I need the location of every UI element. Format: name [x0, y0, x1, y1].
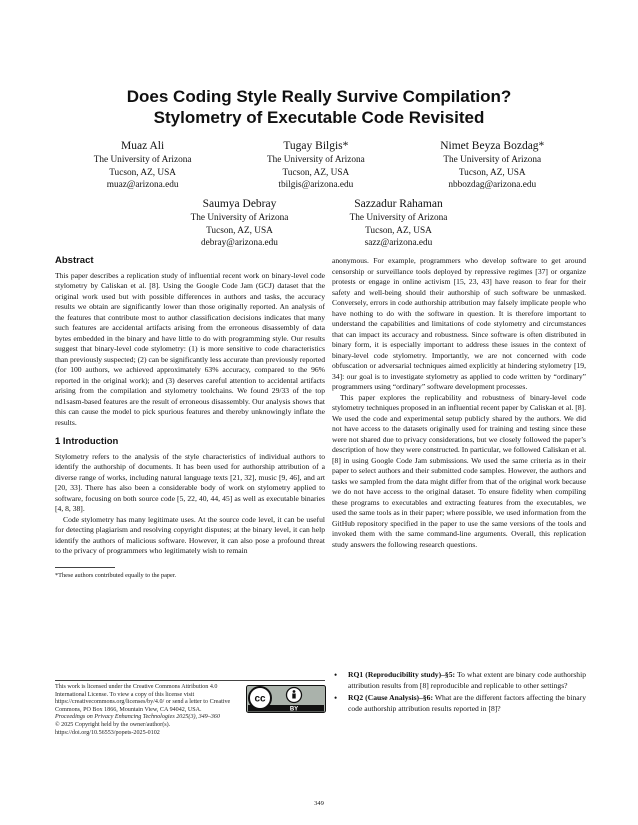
author-affiliation: The University of Arizona: [349, 213, 448, 223]
author-location: Tucson, AZ, USA: [206, 225, 273, 236]
footnote-rule: [55, 567, 115, 568]
footnote: *These authors contributed equally to the paper.: [55, 571, 177, 579]
title-line-2: Stylometry of Executable Code Revisited: [153, 108, 485, 127]
cc-logo-text: cc: [254, 693, 266, 705]
doi-link[interactable]: https://doi.org/10.56553/popets-2025-0102: [55, 729, 160, 736]
author-block: [350, 197, 448, 250]
author-affiliation: The University of Arizona: [93, 155, 192, 165]
page-number: 349: [314, 800, 324, 807]
author-name: Muaz Ali: [121, 140, 165, 152]
research-questions-list: [332, 670, 586, 716]
list-item: [332, 693, 586, 714]
rq-label: RQ1 (Reproducibility study)–§5:: [348, 670, 456, 679]
abstract-heading: Abstract: [55, 255, 94, 266]
author-location: Tucson, AZ, USA: [282, 167, 350, 178]
intro-paragraph: Code stylometry has many legitimate uses. At the source code level, it can be useful for detecting plagiarism and resolving copyright disputes; at the binary level, it can help identify the authors of malicious software. However, it can also pose a profound threat to the privacy of programmers who legitimately wish to remain: [55, 514, 325, 555]
author-name: Sazzadur Rahaman: [354, 198, 443, 210]
author-email[interactable]: tbilgis@arizona.edu: [278, 180, 354, 190]
author-affiliation: The University of Arizona: [266, 155, 365, 165]
body-paragraph: This paper explores the replicability and robustness of binary-level code stylometry techniques proposed in an influential recent paper by Caliskan et al. [8]. We used the code and experimental setup publicly shared by the authors. We did not have access to the datasets originally used for training and testing since these were not shared due to privacy considerations, but we closely followed the paper’s description of how they were constructed. In particular, we followed Caliskan et al. [8] in using Google Code Jam submissions. We used the same criteria as in their paper to select authors and their submitted code samples. However, the authors and tasks we sampled from the data might differ from that of the original work because we do not have access to the original dataset. To ensure fidelity when compiling these programs to executables and extracting features from the executables, we used the same tools as in their paper; where possible, we used information from the GitHub repository specified in the paper to use the same versions of the tools and invoked them with the same command-line arguments. Overall, this replication study answers the following research questions.: [332, 392, 586, 549]
list-item: [332, 670, 586, 691]
introduction-heading: 1 Introduction: [55, 436, 119, 447]
title-line-1: Does Coding Style Really Survive Compilation?: [126, 87, 512, 106]
author-email[interactable]: sazz@arizona.edu: [364, 238, 433, 248]
rq-label: RQ2 (Cause Analysis)–§6:: [348, 693, 433, 702]
author-name: Nimet Beyza Bozdag*: [440, 140, 545, 152]
copyright-line: © 2025 Copyright held by the owner/author(s).: [55, 721, 171, 728]
intro-paragraph: Stylometry refers to the analysis of the style characteristics of individual authors to identify the authorship of documents. It has been used for authorship attribution of a diverse range of works, including natural language texts [21, 32], music [9, 46], and art [20, 33]. There has also been a considerable body of work on stylometry applied to software, focusing on both source code [5, 22, 40, 44, 45] as well as executable binaries [4, 8, 38].: [55, 451, 325, 513]
authors-row-1: [56, 139, 582, 192]
author-email[interactable]: muaz@arizona.edu: [106, 180, 179, 190]
body-paragraph: anonymous. For example, programmers who develop software to get around censorship or surveillance tools deployed by repressive regimes [37] or organize protests or engage in online activism [15, 23, 43] have reason to fear for their safety and well-being should their authorship of such software be unmasked. Conversely, errors in code authorship attribution may falsely implicate people who have nothing to do with the software in question. It is therefore important to understand the capabilities and limitations of code stylometry and circumstances that can impact its accuracy and robustness. Since software is often distributed in binary form, it is especially important to address these issues in the context of binary-level code stylometry. Importantly, we are not concerned with code obfuscation or adversarial techniques aimed explicitly at hindering stylometry [19, 34]: our goal is to investigate stylometry as applied to code written by “ordinary” programmers using “ordinary” software development processes.: [332, 256, 586, 391]
author-affiliation: The University of Arizona: [190, 213, 289, 223]
left-column: [55, 256, 325, 580]
proceedings-line: Proceedings on Privacy Enhancing Technologies 2025(3), 349–360: [55, 714, 220, 721]
author-block: [440, 139, 544, 192]
license-text: This work is licensed under the Creative Commons Attribution 4.0 International License. To view a copy of this license visit https://creativecommons.org/licenses/by/4.0/ or send a letter to Creative Commons, PO Box 1866, Mountain View, CA 94042, USA.: [55, 684, 231, 713]
author-email[interactable]: debray@arizona.edu: [201, 238, 278, 248]
rq-text: To what extent are binary code authorship attribution results from [8] reproducible and replicable to other settings?: [348, 670, 587, 690]
author-block: [94, 139, 192, 192]
cc-by-badge[interactable]: [246, 685, 326, 713]
author-block: [191, 197, 289, 250]
author-location: Tucson, AZ, USA: [458, 167, 526, 178]
author-affiliation: The University of Arizona: [443, 155, 542, 165]
rq-text: What are the different factors affecting the binary code authorship attribution results reported in [8]?: [348, 693, 586, 713]
by-label: BY: [289, 706, 299, 713]
bullet-icon: •: [334, 693, 338, 703]
paper-title: [40, 86, 598, 128]
authors-row-2: [160, 197, 478, 250]
author-block: [267, 139, 365, 192]
abstract-text: This paper describes a replication study of influential recent work on binary-level code stylometry by Caliskan et al. [8]. Using the Google Code Jam (GCJ) dataset that the original work used but with possible differences in authors and tasks, the accuracy results we obtain are significantly lower than those originally reported. An analysis of the features that contribute most to author classification decisions indicates that many such features are accidental artifacts arising from the erroneous disassembly of data bytes embedded in the binary and have little to do with programming style. Our results suggest that binary-level code stylometry: (1) is more sensitive to code characteristics than previously suspected; (2) can be significantly less accurate than previously reported (for 100 authors, we achieved approximately 63% accuracy, compared to the 96% reported in the original work); and (3) deserves careful attention to accidental artifacts arising from the compilation and stylometry toolchains. We found 29/33 of the top nd1sasm-based features are the result of erroneous disassembly. Our analysis shows that this can cause the model to pick spurious features and thereby unknowingly inflate the results.: [55, 270, 325, 427]
author-name: Tugay Bilgis*: [283, 140, 349, 152]
right-column: [332, 256, 586, 550]
license-block: [55, 680, 325, 737]
bullet-icon: •: [334, 670, 338, 680]
author-email[interactable]: nbbozdag@arizona.edu: [448, 180, 537, 190]
author-location: Tucson, AZ, USA: [365, 225, 432, 236]
author-name: Saumya Debray: [202, 198, 277, 210]
author-location: Tucson, AZ, USA: [109, 167, 177, 178]
